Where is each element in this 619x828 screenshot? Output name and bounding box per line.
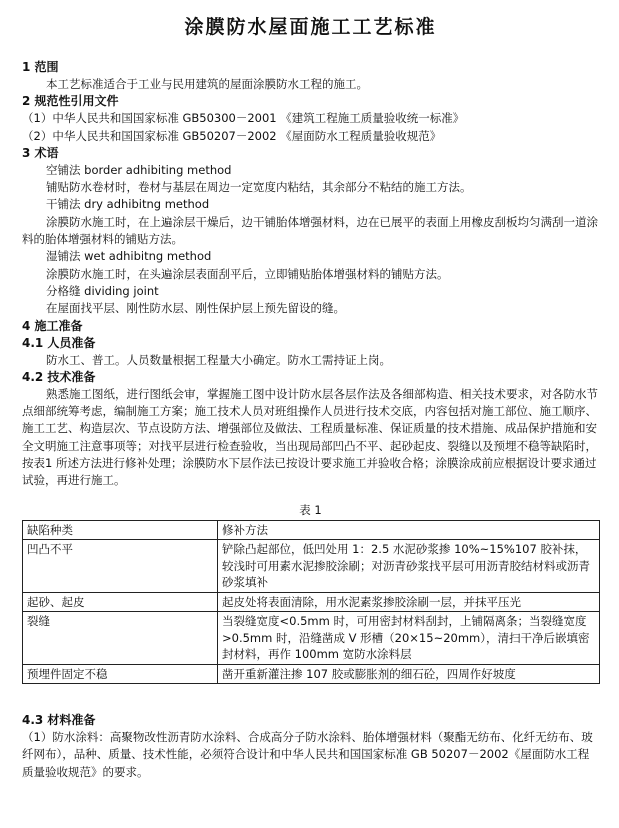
term-description: 涂膜防水施工时，在头遍涂层表面刮平后，立即铺贴胎体增强材料的铺贴方法。 (46, 266, 449, 281)
column-header: 修补方法 (218, 520, 600, 540)
section-1-heading: 1 范围 (22, 60, 59, 74)
defect-type-cell: 起砂、起皮 (23, 592, 218, 612)
defect-repair-table (22, 520, 600, 685)
section-1-text: 本工艺标准适合于工业与民用建筑的屋面涂膜防水工程的施工。 (46, 77, 368, 91)
section-4-1-text: 防水工、普工。人员数量根据工程量大小确定。防水工需持证上岗。 (46, 352, 391, 367)
section-4-2-heading: 4.2 技术准备 (22, 369, 96, 384)
repair-method-cell: 铲除凸起部位，低凹处用 1：2.5 水泥砂浆掺 10%~15%107 胶补抹，较浅时可用素水泥掺胶涂刷；对沥青砂浆找平层可用沥青胶结材料或沥青砂浆填补 (218, 540, 600, 593)
section-4-heading: 4 施工准备 (22, 318, 83, 333)
defect-type-cell: 凹凸不平 (23, 540, 218, 593)
table-row (23, 612, 600, 665)
section-3-heading: 3 术语 (22, 145, 59, 160)
term-name: 分格缝 dividing joint (46, 283, 159, 298)
column-header: 缺陷种类 (23, 520, 218, 540)
table-row (23, 664, 600, 684)
repair-method-cell: 起皮处将表面清除，用水泥素浆掺胶涂刷一层，并抹平压光 (218, 592, 600, 612)
term-description: 涂膜防水施工时，在上遍涂层干燥后，边干铺胎体增强材料，边在已展平的表面上用橡皮刮板均匀满刮一道涂料的胎体增强材料的铺贴方法。 (22, 214, 598, 247)
table-header-row (23, 520, 600, 540)
section-2-heading: 2 规范性引用文件 (22, 94, 119, 109)
table-caption: 表 1 (299, 502, 322, 517)
term-description: 在屋面找平层、刚性防水层、刚性保护层上预先留设的缝。 (46, 301, 345, 316)
repair-method-cell: 凿开重新灌注掺 107 胶或膨胀剂的细石砼，四周作好坡度 (218, 664, 600, 684)
term-name: 干铺法 dry adhibitng method (46, 197, 210, 212)
defect-type-cell: 裂缝 (23, 612, 218, 665)
spacer (22, 684, 599, 712)
reference-item: （2）中华人民共和国国家标准 GB50207－2002 《屋面防水工程质量验收规范》 (22, 128, 442, 143)
term-name: 湿铺法 wet adhibitng method (46, 249, 212, 264)
term-description: 铺贴防水卷材时，卷材与基层在周边一定宽度内粘结，其余部分不粘结的施工方法。 (46, 180, 472, 195)
section-4-3-heading: 4.3 材料准备 (22, 713, 96, 728)
term-name: 空铺法 border adhibiting method (46, 162, 232, 177)
section-4-1-heading: 4.1 人员准备 (22, 335, 96, 350)
section-4-2-text: 熟悉施工图纸，进行图纸会审，掌握施工图中设计防水层各层作法及各细部构造、相关技术要求，对各防水节点细部统筹考虑，编制施工方案；施工技术人员对班组操作人员进行技术交底，内容包括对施工部位、施工顺序、施工工艺、构造层次、节点设防方法、增强部位及做法、工程质量标准、保证质量的技术措施、成品保护措施和安全文明施工注意事项等；对找平层进行检查验收，当出现局部凹凸不平、起砂起皮、裂缝以及预埋不稳等缺陷时，按表1 所述方法进行修补处理；涂膜防水下层作法已按设计要求施工并验收合格；涂膜涂成前应根据设计要求通过试验，再进行施工。 (22, 386, 598, 488)
reference-item: （1）中华人民共和国国家标准 GB50300－2001 《建筑工程施工质量验收统一标准》 (22, 111, 465, 126)
section-4-3-text: （1）防水涂料：高聚物改性沥青防水涂料、合成高分子防水涂料、胎体增强材料（聚酯无纺布、化纤无纺布、玻纤网布），品种、质量、技术性能，必须符合设计和中华人民共和国国家标准 GB 50207－2002《屋面防水工程质量验收规范》的要求。 (22, 730, 593, 779)
page-title: 涂膜防水屋面施工工艺标准 (184, 16, 437, 38)
table-row (23, 592, 600, 612)
table-row (23, 540, 600, 593)
repair-method-cell: 当裂缝宽度<0.5mm 时，可用密封材料刮封，上铺隔离条；当裂缝宽度>0.5mm 时，沿缝凿成 V 形槽（20×15~20mm），清扫干净后嵌填密封材料，再作 100mm 宽防水涂料层 (218, 612, 600, 665)
defect-type-cell: 预埋件固定不稳 (23, 664, 218, 684)
